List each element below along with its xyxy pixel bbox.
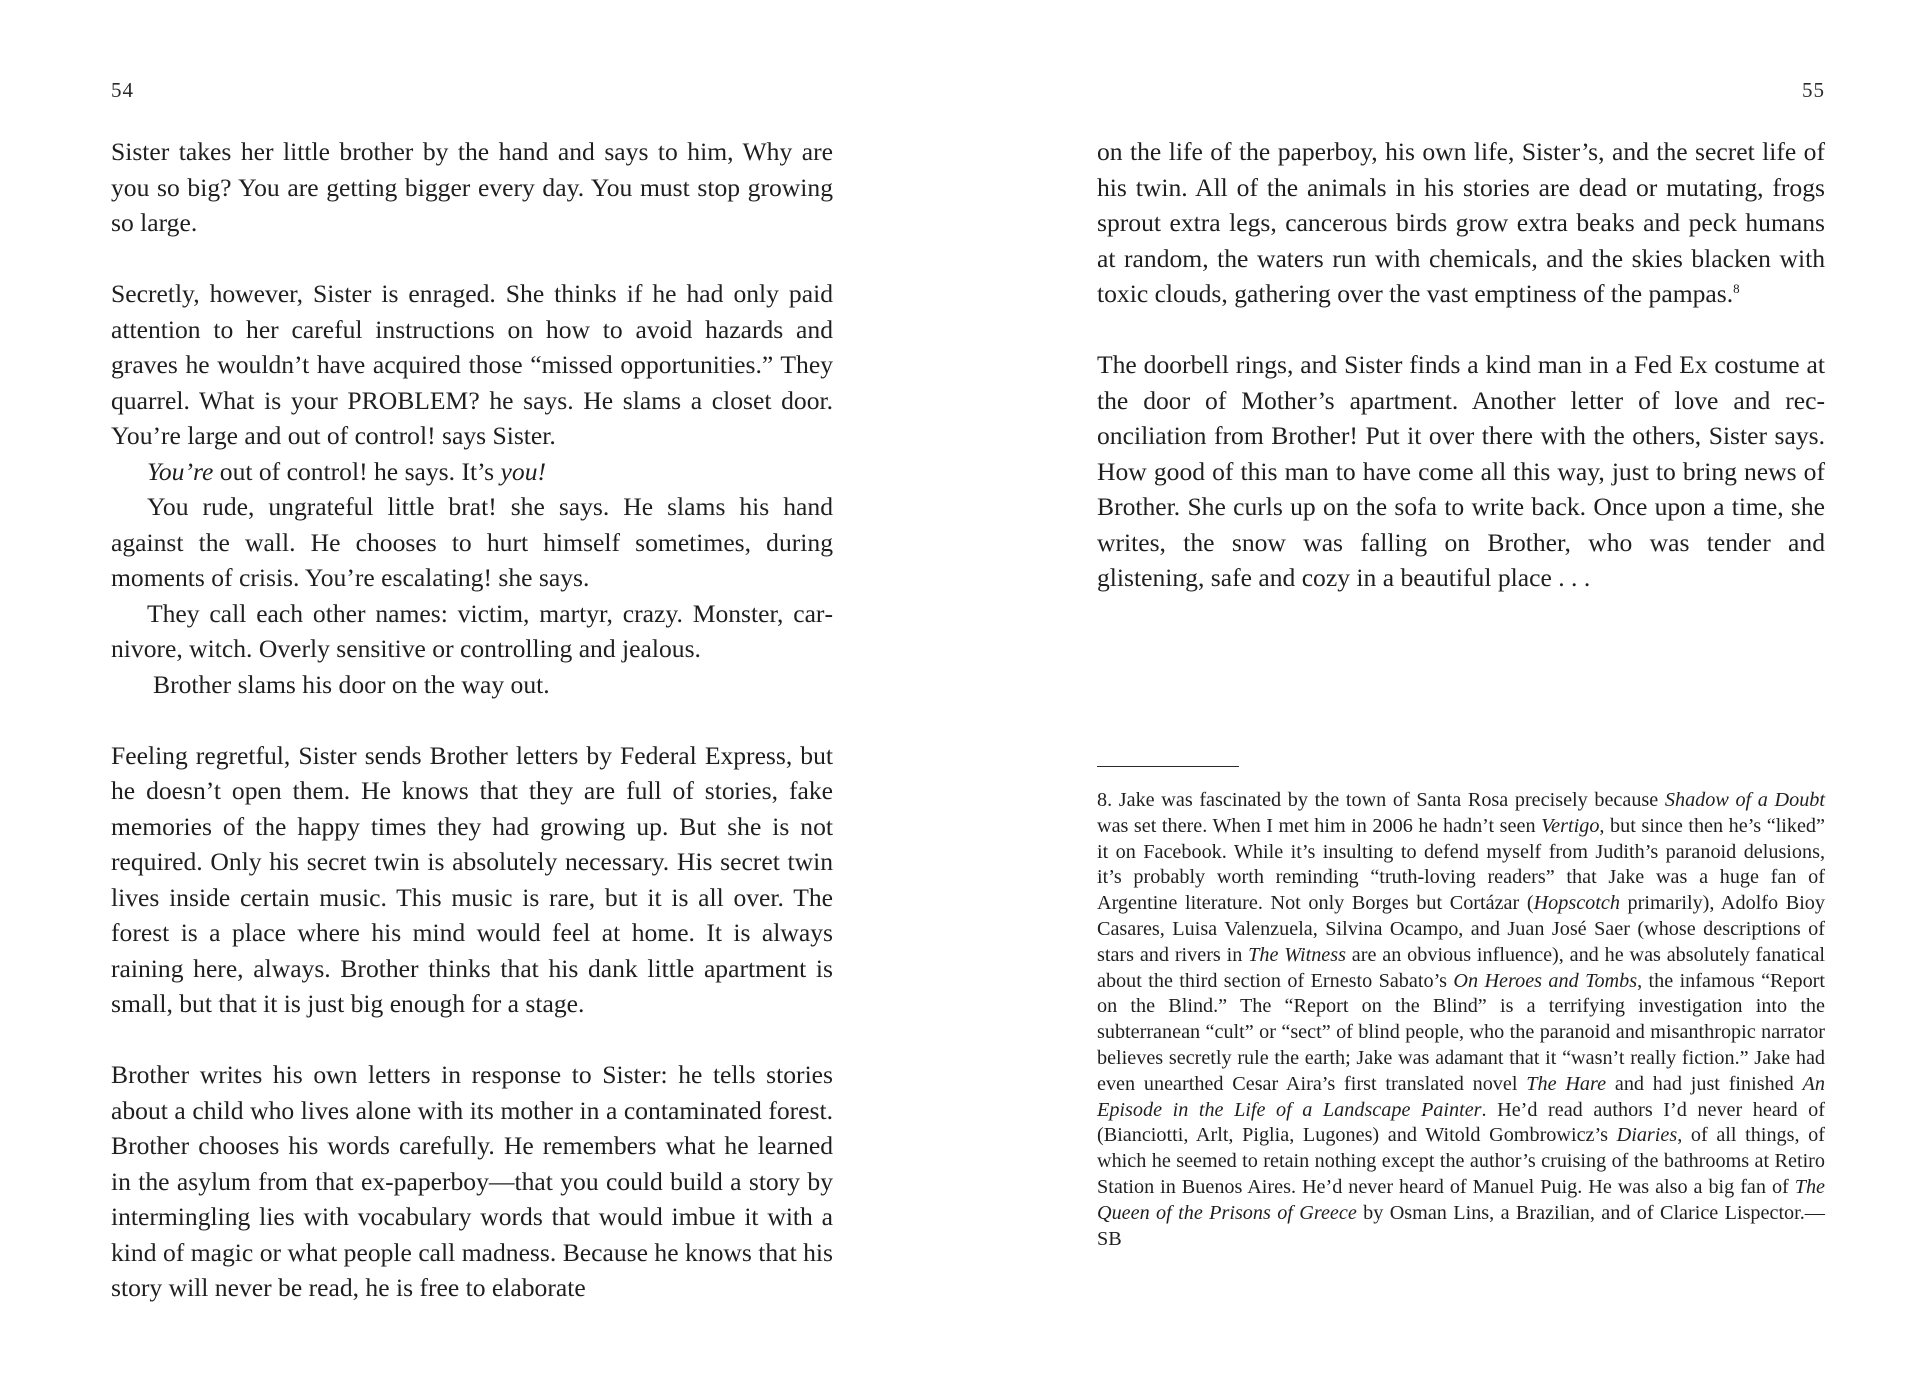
footnote-title: On Heroes and Tombs <box>1453 969 1638 992</box>
paragraph: Brother writes his own letters in response to Sister: he tells stories about a child who lives alone with its mother in a contaminated forest. Brother chooses his words carefully. He remembers what he learned in the asylum from that ex-paperboy—that you could build a story by intermingling lies with vocabulary words that would imbue it with a kind of magic or what people call madness. Because he knows that his story will never be read, he is free to elaborate <box>111 1060 833 1302</box>
footnote-title: Hopscotch <box>1533 892 1620 915</box>
page-number-right: 55 <box>1802 78 1825 102</box>
footnote-title: Diaries <box>1616 1124 1678 1147</box>
paragraph: Brother slams his door on the way out. <box>153 669 550 699</box>
right-page <box>960 0 1920 1396</box>
footnote-text: and had just finished <box>1606 1072 1803 1095</box>
left-page-body <box>111 134 833 1306</box>
footnote-reference: 8 <box>1733 281 1740 296</box>
footnote-title: Shadow of a Doubt <box>1664 789 1825 811</box>
footnote-title: An Episode in the Life of a Landscape Painter <box>1097 1072 1825 1121</box>
footnote-text: was set there. When I met him in 2006 he hadn’t seen <box>1097 814 1542 837</box>
footnote-text: primarily), Adolfo Bioy Casares, Luisa Valenzuela, Silvina Ocampo, and Juan José Saer (whose descriptions of stars and rivers in <box>1097 892 1825 966</box>
right-page-body <box>1097 134 1825 596</box>
emphasis: you! <box>500 456 547 486</box>
footnote-text: by Osman Lins, a Brazilian, and of Clarice Lispector.—SB <box>1097 1201 1825 1250</box>
paragraph: They call each other names: victim, martyr, crazy. Monster, carnivore, witch. Overly sensitive or controlling and jealous. <box>111 598 833 663</box>
paragraph-text: out of control! he says. It’s <box>213 456 501 486</box>
paragraph-text: on the life of the paperboy, his own life, Sister’s, and the secret life of his twin. All of the animals in his stories are dead or mutating, frogs sprout extra legs, cancerous birds grow extra beaks and peck humans at random, the waters run with chemicals, and the skies blacken with toxic clouds, gathering over the vast emptiness of the pampas. <box>1097 137 1825 308</box>
footnote-title: Vertigo <box>1541 814 1600 837</box>
footnote <box>1097 788 1825 1252</box>
paragraph: Feeling regretful, Sister sends Brother letters by Federal Express, but he doesn’t open them. He knows that they are full of stories, fake memories of the happy times they had growing up. But she is not required. Only his secret twin is absolutely necessary. His secret twin lives inside certain music. This music is rare, but it is all over. The forest is a place where his mind would feel at home. It is always raining here, always. Brother thinks that his dank little apartment is small, but that it is just big enough for a stage. <box>111 740 833 1018</box>
paragraph: You rude, ungrateful little brat! she says. He slams his hand against the wall. He chooses to hurt himself sometimes, during moments of crisis. You’re escalating! she says. <box>111 492 833 592</box>
footnote-text: . He’d read authors I’d never heard of (Bianciotti, Arlt, Piglia, Lugones) and Witold Gombrowicz’s <box>1097 1098 1825 1147</box>
footnote-text: 8. Jake was fascinated by the town of Santa Rosa precisely because <box>1097 789 1665 811</box>
emphasis: You’re <box>147 456 214 486</box>
paragraph: Sister takes her little brother by the hand and says to him, Why are you so big? You are getting bigger every day. You must stop growing so large. <box>111 137 833 237</box>
paragraph: The doorbell rings, and Sister finds a kind man in a Fed Ex costume at the door of Mother’s apartment. Another letter of love and reconciliation from Brother! Put it over there with the others, Sister says. How good of this man to have come all this way, just to bring news of Brother. She curls up on the sofa to write back. Once upon a time, she writes, the snow was falling on Brother, who was tender and glistening, safe and cozy in a beautiful place . . . <box>1097 350 1825 592</box>
paragraph <box>1097 134 1825 312</box>
footnote-title: The Hare <box>1526 1072 1607 1095</box>
footnote-text: , the infamous “Report on the Blind.” The “Report on the Blind” is a terrifying investigation into the subterranean “cult” or “sect” of blind people, who the paranoid and misanthropic narrator believes secretly rule the earth; Jake was adamant that it “wasn’t really fiction.” Jake had even unearthed Cesar Aira’s first translated novel <box>1097 969 1825 1095</box>
footnote-title: The Witness <box>1248 943 1346 966</box>
footnote-title: The Queen of the Prisons of Greece <box>1097 1175 1825 1224</box>
footnote-text: are an obvious influence), and he was absolutely fanatical about the third section of Ernesto Sabato’s <box>1097 943 1826 992</box>
footnote-divider <box>1097 766 1239 767</box>
paragraph: Secretly, however, Sister is enraged. She thinks if he had only paid attention to her careful instructions on how to avoid hazards and graves he wouldn’t have acquired those “missed opportunities.” They quarrel. What is your PROBLEM? he says. He slams a closet door. You’re large and out of control! says Sister. <box>111 279 833 450</box>
footnote-text: , but since then he’s “liked” it on Facebook. While it’s insulting to defend myself from Judith’s paranoid delusions, it’s probably worth reminding “truth-loving readers” that Jake was a huge fan of Argentine literature. Not only Borges but Cortázar ( <box>1097 814 1825 915</box>
page-number-left: 54 <box>111 78 134 102</box>
footnote-text: , of all things, of which he seemed to retain nothing except the author’s cruising of the bathrooms at Retiro Station in Buenos Aires. He’d never heard of Manuel Puig. He was also a big fan of <box>1097 1124 1826 1198</box>
paragraph <box>111 454 833 490</box>
